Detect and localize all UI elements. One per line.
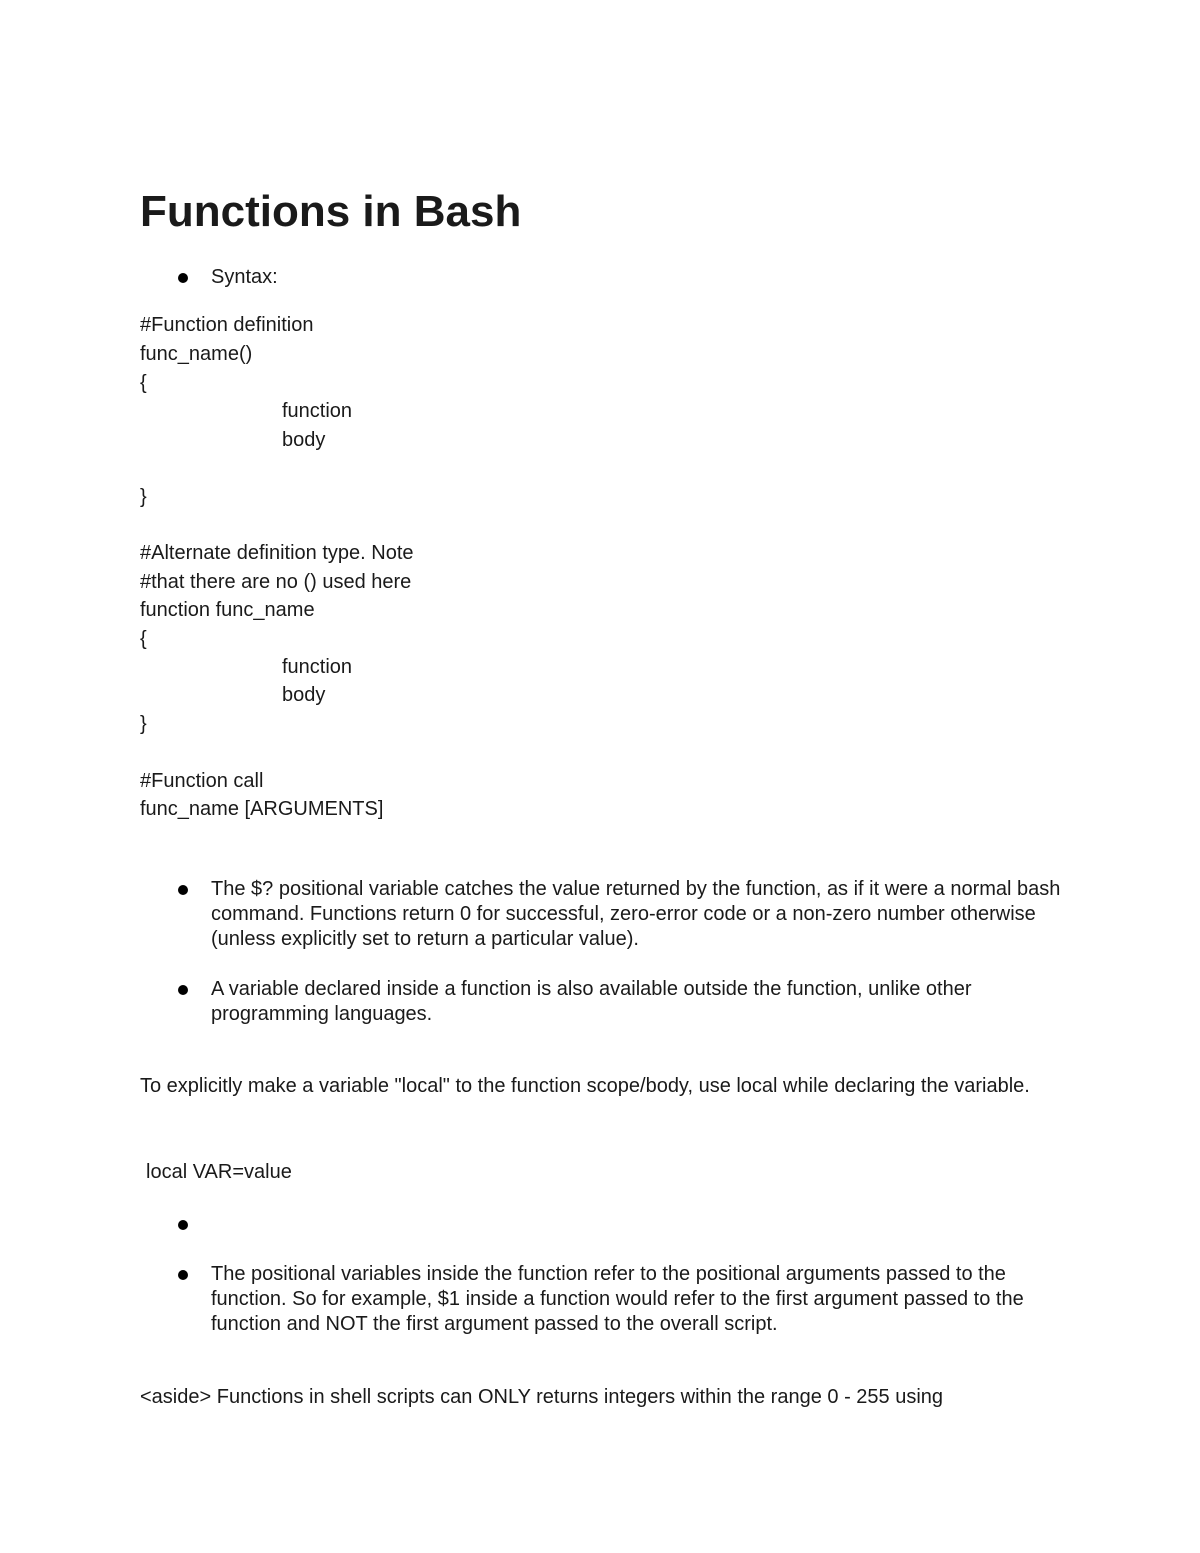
code-body-line: body (282, 684, 326, 706)
bullet-return-value: The $? positional variable catches the value returned by the function, as if it were a normal bash command. Functions return 0 for successful, zero-error code or a non-zero number otherwise (unless explicitly set to return a particular value). (211, 878, 1061, 950)
code-body-line: body (282, 429, 326, 451)
bullet-marker (178, 273, 188, 283)
bullet-marker (178, 1270, 188, 1280)
bullet-marker-empty (178, 1220, 188, 1230)
code-call: func_name [ARGUMENTS] (140, 798, 384, 820)
bullet-marker (178, 985, 188, 995)
code-body-line: function (282, 656, 353, 678)
code-signature: func_name() (140, 343, 253, 365)
syntax-label: Syntax: (211, 266, 278, 288)
code-comment-call: #Function call (140, 770, 264, 792)
code-signature-alternate: function func_name (140, 599, 315, 621)
code-comment-definition: #Function definition (140, 314, 314, 336)
code-comment-alternate-note: #that there are no () used here (140, 571, 412, 593)
page-title: Functions in Bash (140, 187, 522, 236)
code-open-brace: { (140, 372, 147, 394)
local-example: local VAR=value (146, 1161, 292, 1183)
aside-line: <aside> Functions in shell scripts can ONLY returns integers within the range 0 - 255 using (140, 1386, 944, 1408)
local-paragraph: To explicitly make a variable "local" to the function scope/body, use local while declaring the variable. (140, 1075, 1030, 1097)
bullet-marker (178, 885, 188, 895)
code-comment-alternate: #Alternate definition type. Note (140, 542, 414, 564)
bullet-variable-scope: A variable declared inside a function is also available outside the function, unlike other programming languages. (211, 978, 972, 1025)
bullet-positional-variables: The positional variables inside the function refer to the positional arguments passed to the function. So for example, $1 inside a function would refer to the first argument passed to the function and NOT the first argument passed to the overall script. (211, 1263, 1024, 1335)
code-close-brace: } (140, 713, 147, 735)
code-close-brace: } (140, 486, 147, 508)
code-open-brace: { (140, 628, 147, 650)
code-body-line: function (282, 400, 353, 422)
